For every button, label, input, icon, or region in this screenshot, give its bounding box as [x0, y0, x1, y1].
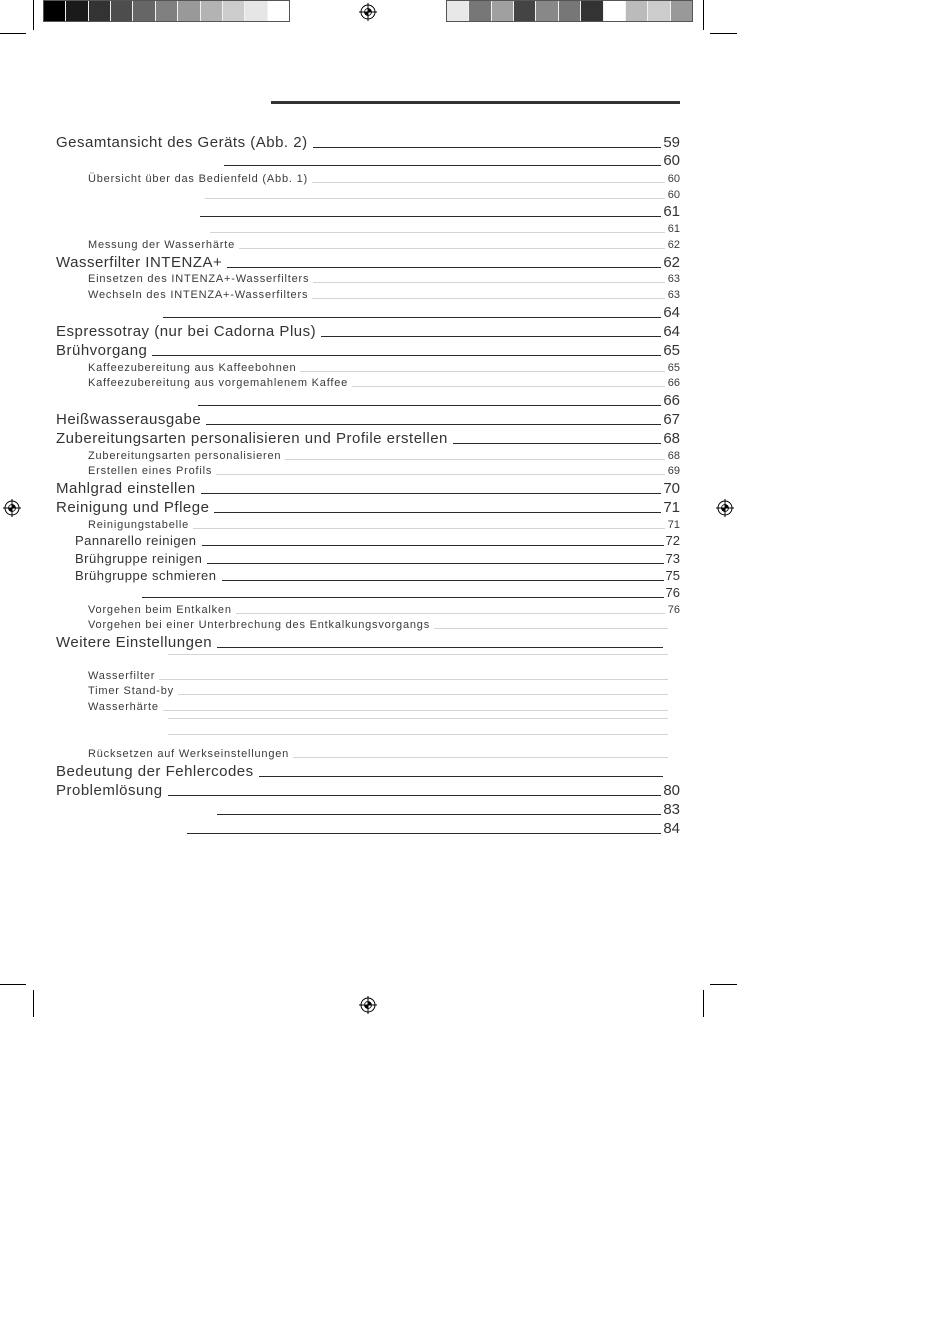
color-swatch	[89, 1, 111, 21]
color-swatch	[514, 1, 536, 21]
toc-entry-title: Reinigung und Pflege	[56, 499, 210, 516]
color-swatch	[492, 1, 514, 21]
toc-section	[75, 551, 680, 567]
toc-entry-page: 68	[663, 430, 680, 447]
toc-entry-title: Timer Stand-by	[88, 685, 174, 697]
toc-entry-title: Espressotray (nur bei Cadorna Plus)	[56, 323, 317, 340]
toc-subentry	[201, 188, 680, 202]
toc-entry-page: 65	[663, 342, 680, 359]
toc-subentry	[88, 618, 671, 632]
leader-line	[312, 182, 665, 183]
leader-line	[312, 298, 665, 299]
leader-line	[313, 282, 664, 283]
toc-entry	[56, 342, 680, 360]
leader-line	[293, 757, 668, 758]
toc-entry-page: 66	[667, 377, 680, 389]
leader-line	[217, 647, 663, 648]
toc-entry-page: 84	[663, 820, 680, 837]
toc-entry-title: Wasserfilter INTENZA+	[56, 254, 223, 271]
color-swatch	[604, 1, 626, 21]
registration-mark-icon	[715, 498, 735, 518]
toc-entry-title: Brühgruppe schmieren	[75, 568, 217, 583]
toc-entry-page: 65	[667, 362, 680, 374]
toc-subentry	[88, 361, 680, 375]
toc-subentry	[164, 734, 671, 738]
leader-line	[239, 248, 665, 249]
leader-line	[202, 545, 664, 546]
color-swatch	[245, 1, 267, 21]
color-swatch	[469, 1, 491, 21]
toc-entry	[56, 254, 680, 272]
toc-entry-page: 62	[667, 239, 680, 251]
toc-entry-title: Brühgruppe reinigen	[75, 551, 203, 566]
leader-line	[285, 459, 664, 460]
toc-entry-page: 62	[663, 254, 680, 271]
toc-entry-title: Zubereitungsarten personalisieren	[88, 450, 282, 462]
crop-mark-bottom-right-vertical	[703, 990, 704, 1017]
toc-subentry	[88, 700, 671, 714]
color-swatch	[178, 1, 200, 21]
toc-entry-title: Weitere Einstellungen	[56, 634, 213, 651]
toc-entry-title: Zubereitungsarten personalisieren und Profile erstellen	[56, 430, 448, 447]
toc-entry-page: 59	[663, 134, 680, 151]
toc-entry	[56, 134, 680, 152]
toc-entry-title: Rücksetzen auf Werkseinstellungen	[88, 748, 290, 760]
toc-section	[75, 533, 680, 549]
toc-entry	[193, 392, 680, 410]
toc-subentry	[88, 288, 680, 302]
leader-line	[352, 386, 665, 387]
toc-entry-title: Wasserfilter	[88, 670, 156, 682]
leader-line	[163, 317, 661, 318]
toc-entry-page: 64	[663, 323, 680, 340]
toc-entry-title: Heißwasserausgabe	[56, 411, 202, 428]
toc-entry-page: 75	[665, 568, 680, 583]
toc-entry	[56, 782, 680, 800]
leader-line	[259, 776, 663, 777]
color-swatch	[66, 1, 88, 21]
toc-entry-title: Gesamtansicht des Geräts (Abb. 2)	[56, 134, 308, 151]
toc-subentry	[88, 272, 680, 286]
crop-mark-top-right-vertical	[703, 0, 704, 30]
leader-line	[313, 147, 662, 148]
toc-entry-title: Vorgehen bei einer Unterbrechung des Entkalkungsvorgangs	[88, 619, 430, 631]
color-swatch	[44, 1, 66, 21]
toc-entry-title: Wechseln des INTENZA+-Wasserfilters	[88, 289, 309, 301]
toc-entry	[195, 203, 680, 221]
leader-line	[227, 267, 661, 268]
registration-mark-icon	[358, 995, 378, 1015]
toc-subentry	[88, 449, 680, 463]
leader-line	[142, 597, 664, 598]
color-swatch	[268, 1, 289, 21]
toc-subentry	[88, 684, 671, 698]
toc-entry-page: 63	[667, 289, 680, 301]
crop-mark-bottom-left-vertical	[33, 990, 34, 1017]
color-bar-right	[446, 0, 693, 22]
leader-line	[236, 613, 665, 614]
toc-entry	[56, 411, 680, 429]
toc-entry-title: Übersicht über das Bedienfeld (Abb. 1)	[88, 173, 308, 185]
toc-entry-page: 64	[663, 304, 680, 321]
leader-line	[224, 165, 661, 166]
toc-entry-title: Mahlgrad einstellen	[56, 480, 196, 497]
color-swatch	[581, 1, 603, 21]
leader-line	[187, 833, 661, 834]
toc-entry-title: Einsetzen des INTENZA+-Wasserfilters	[88, 273, 310, 285]
leader-line	[214, 512, 661, 513]
toc-entry-title: Kaffeezubereitung aus Kaffeebohnen	[88, 362, 297, 374]
leader-line	[216, 474, 665, 475]
toc-entry	[56, 323, 680, 341]
toc-entry-page: 80	[663, 782, 680, 799]
toc-entry-page: 71	[667, 519, 680, 531]
toc-entry-page: 71	[663, 499, 680, 516]
crop-mark-bottom-left-horizontal	[0, 984, 26, 985]
leader-line	[178, 694, 668, 695]
color-swatch	[223, 1, 245, 21]
toc-entry-title: Reinigungstabelle	[88, 519, 190, 531]
leader-line	[193, 528, 665, 529]
toc-entry	[56, 499, 680, 517]
toc-subentry	[206, 222, 680, 236]
toc-entry-page: 61	[667, 223, 680, 235]
toc-entry	[182, 820, 680, 838]
toc-entry	[56, 634, 665, 652]
leader-line	[205, 198, 665, 199]
crop-mark-bottom-right-horizontal	[710, 984, 737, 985]
leader-line	[434, 628, 668, 629]
toc-subentry	[88, 518, 680, 532]
registration-mark-icon	[358, 2, 378, 22]
toc-subentry	[88, 172, 680, 186]
color-swatch	[133, 1, 155, 21]
toc-entry	[212, 801, 680, 819]
toc-entry-page: 68	[667, 450, 680, 462]
toc-subentry	[164, 718, 671, 722]
toc-entry	[219, 152, 680, 170]
toc-entry-page: 60	[667, 173, 680, 185]
leader-line	[168, 795, 662, 796]
toc-entry-title: Bedeutung der Fehlercodes	[56, 763, 254, 780]
toc-entry-title: Erstellen eines Profils	[88, 465, 213, 477]
color-swatch	[536, 1, 558, 21]
crop-mark-top-left-vertical	[33, 0, 34, 30]
color-swatch	[671, 1, 692, 21]
toc-entry-title: Vorgehen beim Entkalken	[88, 604, 232, 616]
leader-line	[200, 216, 661, 217]
toc-entry-page: 63	[667, 273, 680, 285]
toc-entry-page: 61	[663, 203, 680, 220]
leader-line	[222, 580, 664, 581]
toc-entry-title: Kaffeezubereitung aus vorgemahlenem Kaffee	[88, 377, 349, 389]
leader-line	[453, 443, 661, 444]
toc-subentry	[88, 464, 680, 478]
toc-entry-page: 73	[665, 551, 680, 566]
leader-line	[163, 710, 668, 711]
color-bar-left	[43, 0, 290, 22]
toc-entry-page: 60	[667, 189, 680, 201]
toc-entry-page: 66	[663, 392, 680, 409]
toc-subentry	[88, 238, 680, 252]
toc-entry-page: 72	[665, 533, 680, 548]
leader-line	[206, 424, 661, 425]
toc-entry-title: Problemlösung	[56, 782, 163, 799]
toc-entry-title: Wasserhärte	[88, 701, 159, 713]
toc-subentry	[164, 654, 671, 658]
toc-entry-page: 69	[667, 465, 680, 477]
registration-mark-icon	[2, 498, 22, 518]
crop-mark-top-right-horizontal	[710, 33, 737, 34]
toc-entry-page: 83	[663, 801, 680, 818]
leader-line	[168, 734, 668, 735]
toc-entry-page: 60	[663, 152, 680, 169]
toc-section	[137, 585, 680, 601]
color-swatch	[648, 1, 670, 21]
toc-subentry	[88, 376, 680, 390]
leader-line	[168, 718, 668, 719]
toc-entry-page: 76	[667, 604, 680, 616]
toc-entry-title: Pannarello reinigen	[75, 533, 197, 548]
leader-line	[217, 814, 661, 815]
toc-entry	[158, 304, 680, 322]
color-swatch	[156, 1, 178, 21]
color-swatch	[201, 1, 223, 21]
leader-line	[152, 355, 661, 356]
leader-line	[198, 405, 661, 406]
toc-entry-page: 70	[663, 480, 680, 497]
color-swatch	[626, 1, 648, 21]
color-swatch	[447, 1, 469, 21]
toc-entry	[56, 763, 665, 781]
toc-entry-page: 76	[665, 585, 680, 600]
toc-entry	[56, 430, 680, 448]
leader-line	[201, 493, 662, 494]
leader-line	[168, 654, 668, 655]
toc-subentry	[88, 747, 671, 761]
leader-line	[210, 232, 665, 233]
toc-entry-title: Messung der Wasserhärte	[88, 239, 235, 251]
color-swatch	[559, 1, 581, 21]
toc-entry	[56, 480, 680, 498]
toc-section	[75, 568, 680, 584]
toc-subentry	[88, 603, 680, 617]
leader-line	[321, 336, 661, 337]
leader-line	[207, 563, 663, 564]
toc-subentry	[88, 669, 671, 683]
crop-mark-top-left-horizontal	[0, 33, 26, 34]
color-swatch	[111, 1, 133, 21]
leader-line	[159, 679, 668, 680]
leader-line	[300, 371, 664, 372]
toc-entry-page: 67	[663, 411, 680, 428]
header-rule	[271, 101, 680, 104]
toc-entry-title: Brühvorgang	[56, 342, 148, 359]
